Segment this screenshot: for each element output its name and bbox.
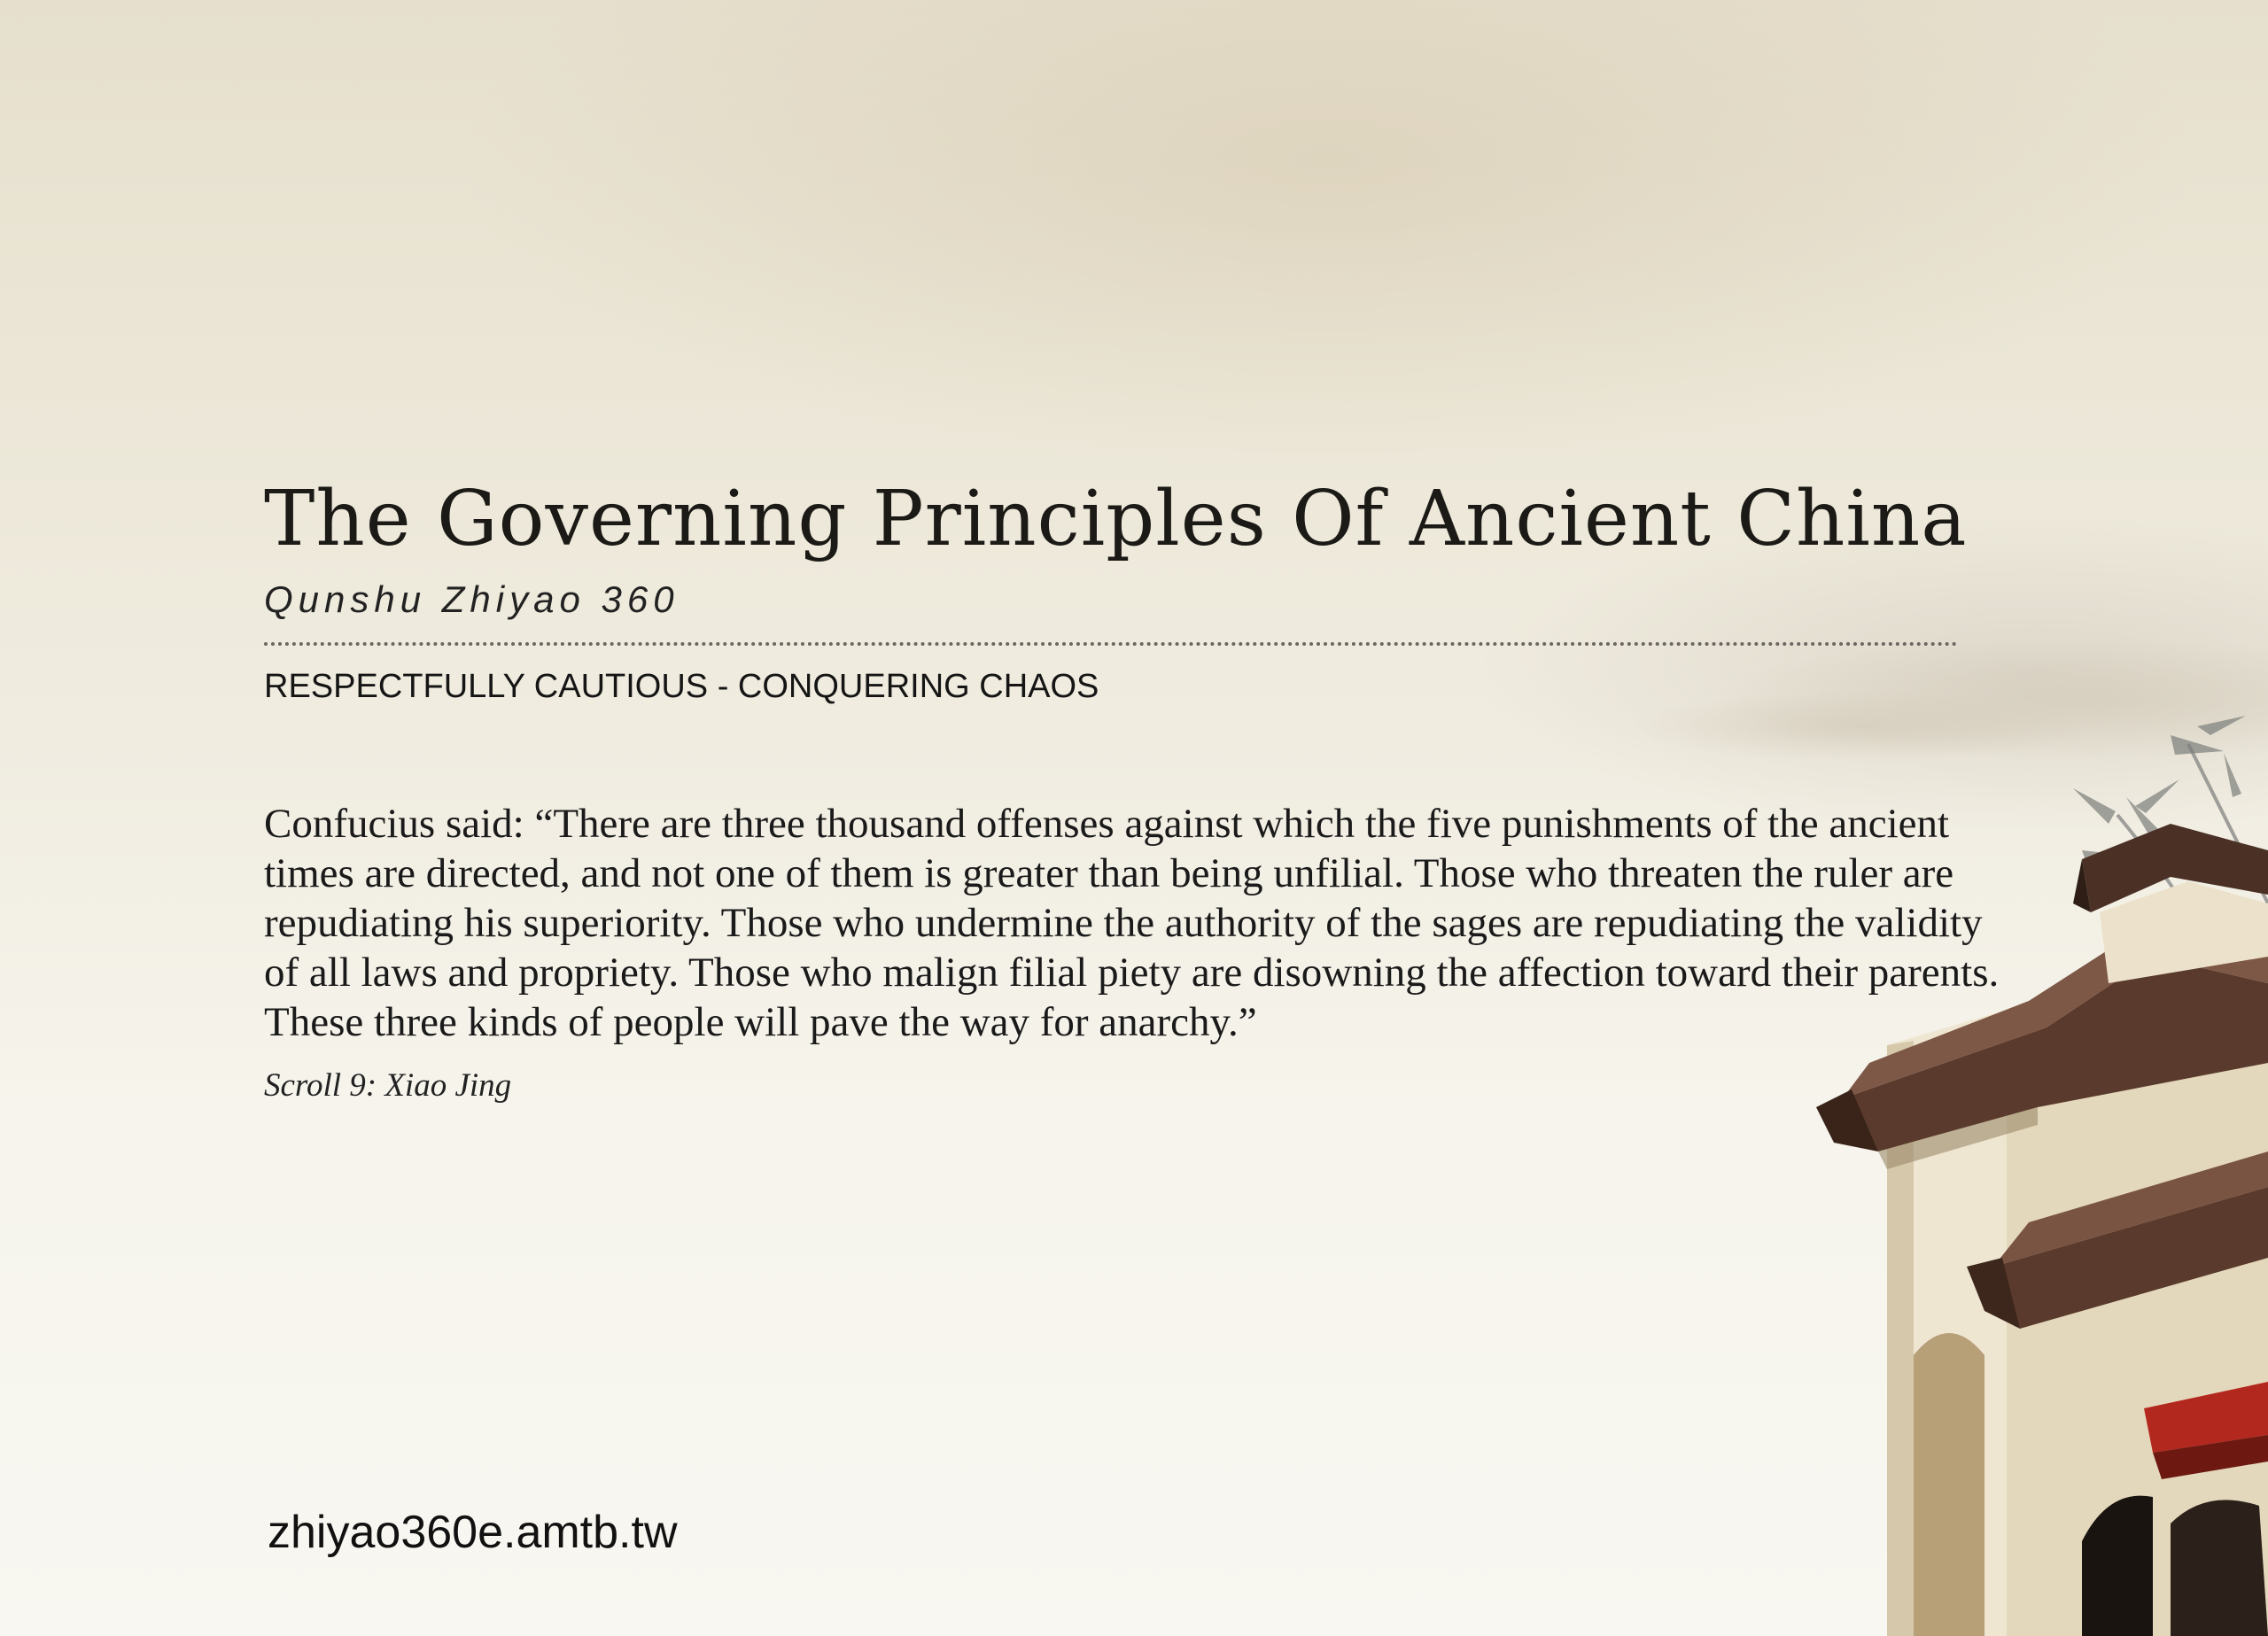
dotted-divider — [264, 642, 1958, 646]
decoration — [1816, 691, 2268, 1636]
website-link[interactable]: zhiyao360e.amtb.tw — [268, 1507, 678, 1558]
book-subtitle: Qunshu Zhiyao 360 — [264, 578, 680, 621]
pavilion-icon — [1816, 824, 2268, 1636]
main-content — [264, 474, 2000, 1105]
page-title: The Governing Principles Of Ancient China — [264, 475, 1968, 563]
section-heading: RESPECTFULLY CAUTIOUS - CONQUERING CHAOS — [264, 667, 1099, 705]
quote-text: Confucius said: “There are three thousand offenses against which the five punishments of the ancient times are directed, and not one of them is greater than being unfilial. Those who threaten the ruler are repudiating his superiority. Those who undermine the authority of the sages are repudiating the validity of all laws and propriety. Those who malign filial piety are disowning the affection toward their parents. These three kinds of people will pave the way for anarchy.” — [264, 801, 2000, 1046]
quote-source: Scroll 9: Xiao Jing — [264, 1067, 512, 1105]
